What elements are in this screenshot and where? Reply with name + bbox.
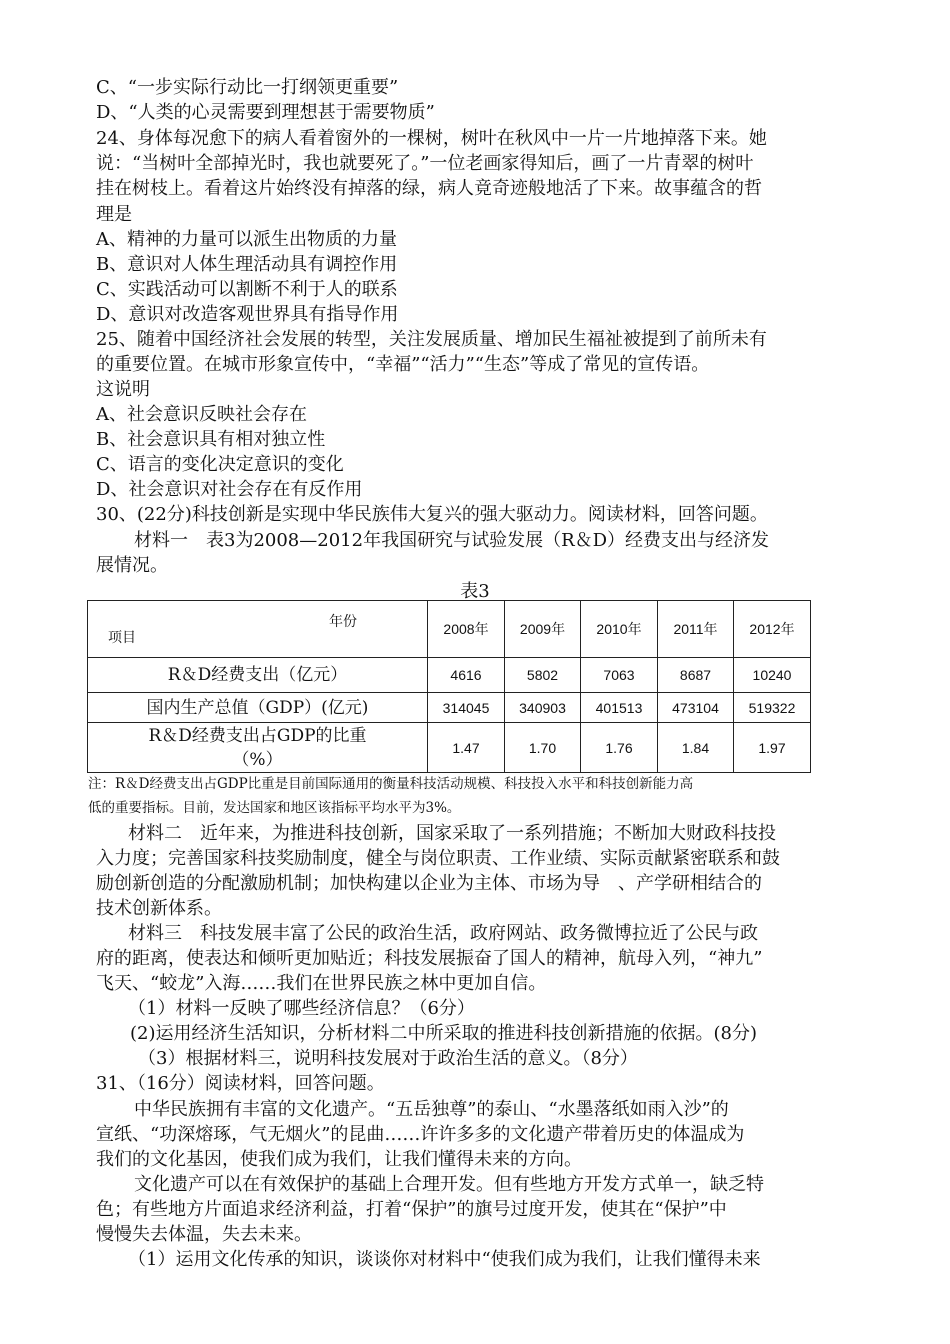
question-25-line1: 25、随着中国经济社会发展的转型，关注发展质量、增加民生福祉被提到了前所未有: [96, 329, 767, 350]
question-30-title: 30、(22分)科技创新是实现中华民族伟大复兴的强大驱动力。阅读材料，回答问题。: [96, 504, 768, 525]
table-cell: 1.97: [734, 723, 811, 773]
table-row: [88, 693, 811, 723]
year-2010: 2010年: [581, 601, 658, 658]
header-item: 项目: [108, 630, 136, 646]
passage-31-line5: 色；有些地方片面追求经济利益，打着“保护”的旗号过度开发，使其在“保护”中: [96, 1199, 727, 1220]
passage-31-line2: 宣纸、“功深熔琢，气无烟火”的昆曲……许许多多的文化遗产带着历史的体温成为: [96, 1124, 745, 1145]
table-cell: 1.70: [505, 723, 581, 773]
sub-question-1: （1）材料一反映了哪些经济信息？（6分）: [128, 998, 475, 1019]
option-c-25: C、语言的变化决定意识的变化: [96, 454, 344, 475]
material-three-line1: 材料三 科技发展丰富了公民的政治生活，政府网站、政务微博拉近了公民与政: [128, 923, 758, 944]
option-d-24: D、意识对改造客观世界具有指导作用: [96, 304, 399, 325]
row-label: R＆D经费支出占GDP的比重（%）: [88, 723, 428, 773]
question-24-line4: 理是: [96, 204, 132, 225]
material-two-line2: 入力度；完善国家科技奖励制度，健全与岗位职责、工作业绩、实际贡献紧密联系和鼓: [96, 848, 780, 869]
table-cell: 340903: [505, 693, 581, 723]
header-year: 年份: [329, 614, 357, 630]
table-cell: 7063: [581, 658, 658, 693]
option-d-23: D、“人类的心灵需要到理想甚于需要物质”: [96, 102, 435, 123]
material-two-line1: 材料二 近年来，为推进科技创新，国家采取了一系列措施；不断加大财政科技投: [128, 823, 776, 844]
table-row: [88, 723, 811, 773]
passage-31-line6: 慢慢失去体温，失去未来。: [96, 1224, 312, 1245]
year-2008: 2008年: [428, 601, 505, 658]
question-25-line3: 这说明: [96, 379, 150, 400]
question-25-line2: 的重要位置。在城市形象宣传中，“幸福”“活力”“生态”等成了常见的宣传语。: [96, 354, 710, 375]
table-cell: 314045: [428, 693, 505, 723]
table-caption: 表3: [460, 581, 490, 602]
passage-31-line1: 中华民族拥有丰富的文化遗产。“五岳独尊”的泰山、“水墨落纸如雨入沙”的: [134, 1099, 729, 1120]
table-cell: 10240: [734, 658, 811, 693]
question-24-line1: 24、身体每况愈下的病人看着窗外的一棵树，树叶在秋风中一片一片地掉落下来。她: [96, 128, 767, 149]
row-label: 国内生产总值（GDP）(亿元): [88, 693, 428, 723]
table-cell: 4616: [428, 658, 505, 693]
option-a-25: A、社会意识反映社会存在: [96, 404, 307, 425]
passage-31-line3: 我们的文化基因，使我们成为我们，让我们懂得未来的方向。: [96, 1149, 582, 1170]
question-24-line3: 挂在树枝上。看着这片始终没有掉落的绿，病人竟奇迹般地活了下来。故事蕴含的哲: [96, 178, 762, 199]
material-one-line2: 展情况。: [96, 555, 168, 576]
material-one-line1: 材料一 表3为2008—2012年我国研究与试验发展（R＆D）经费支出与经济发: [134, 530, 770, 551]
question-24-line2: 说：“当树叶全部掉光时，我也就要死了。”一位老画家得知后，画了一片青翠的树叶: [96, 153, 754, 174]
table-cell: 1.76: [581, 723, 658, 773]
table-cell: 401513: [581, 693, 658, 723]
table-cell: 519322: [734, 693, 811, 723]
table-note-line1: 注：R＆D经费支出占GDP比重是目前国际通用的衡量科技活动规模、科技投入水平和科技创新能力高: [88, 776, 694, 792]
year-2009: 2009年: [505, 601, 581, 658]
table-cell: 5802: [505, 658, 581, 693]
rd-table: [87, 600, 811, 773]
table-cell: 8687: [658, 658, 734, 693]
material-three-line2: 府的距离，使表达和倾听更加贴近；科技发展振奋了国人的精神，航母入列，“神九”: [96, 948, 763, 969]
question-31-title: 31、（16分）阅读材料，回答问题。: [96, 1073, 385, 1094]
option-b-24: B、意识对人体生理活动具有调控作用: [96, 254, 398, 275]
material-three-line3: 飞天、“蛟龙”入海……我们在世界民族之林中更加自信。: [96, 973, 547, 994]
sub-question-31-1: （1）运用文化传承的知识，谈谈你对材料中“使我们成为我们，让我们懂得未来: [128, 1249, 761, 1270]
table-cell: 473104: [658, 693, 734, 723]
option-a-24: A、精神的力量可以派生出物质的力量: [96, 229, 397, 250]
table-row: [88, 658, 811, 693]
option-c-23: C、“一步实际行动比一打纲领更重要”: [96, 77, 399, 98]
option-c-24: C、实践活动可以割断不利于人的联系: [96, 279, 398, 300]
option-b-25: B、社会意识具有相对独立性: [96, 429, 326, 450]
sub-question-3: （3）根据材料三，说明科技发展对于政治生活的意义。（8分）: [138, 1048, 638, 1069]
sub-question-2: (2)运用经济生活知识，分析材料二中所采取的推进科技创新措施的依据。(8分): [130, 1023, 757, 1044]
option-d-25: D、社会意识对社会存在有反作用: [96, 479, 363, 500]
year-2011: 2011年: [658, 601, 734, 658]
year-2012: 2012年: [734, 601, 811, 658]
table-cell: 1.84: [658, 723, 734, 773]
row-label: R＆D经费支出（亿元）: [88, 658, 428, 693]
table-cell: 1.47: [428, 723, 505, 773]
table-header-corner: [88, 601, 428, 658]
table-note-line2: 低的重要指标。目前，发达国家和地区该指标平均水平为3%。: [88, 800, 461, 816]
passage-31-line4: 文化遗产可以在有效保护的基础上合理开发。但有些地方开发方式单一，缺乏特: [134, 1174, 764, 1195]
material-two-line3: 励创新创造的分配激励机制；加快构建以企业为主体、市场为导 、产学研相结合的: [96, 873, 762, 894]
material-two-line4: 技术创新体系。: [96, 898, 222, 919]
